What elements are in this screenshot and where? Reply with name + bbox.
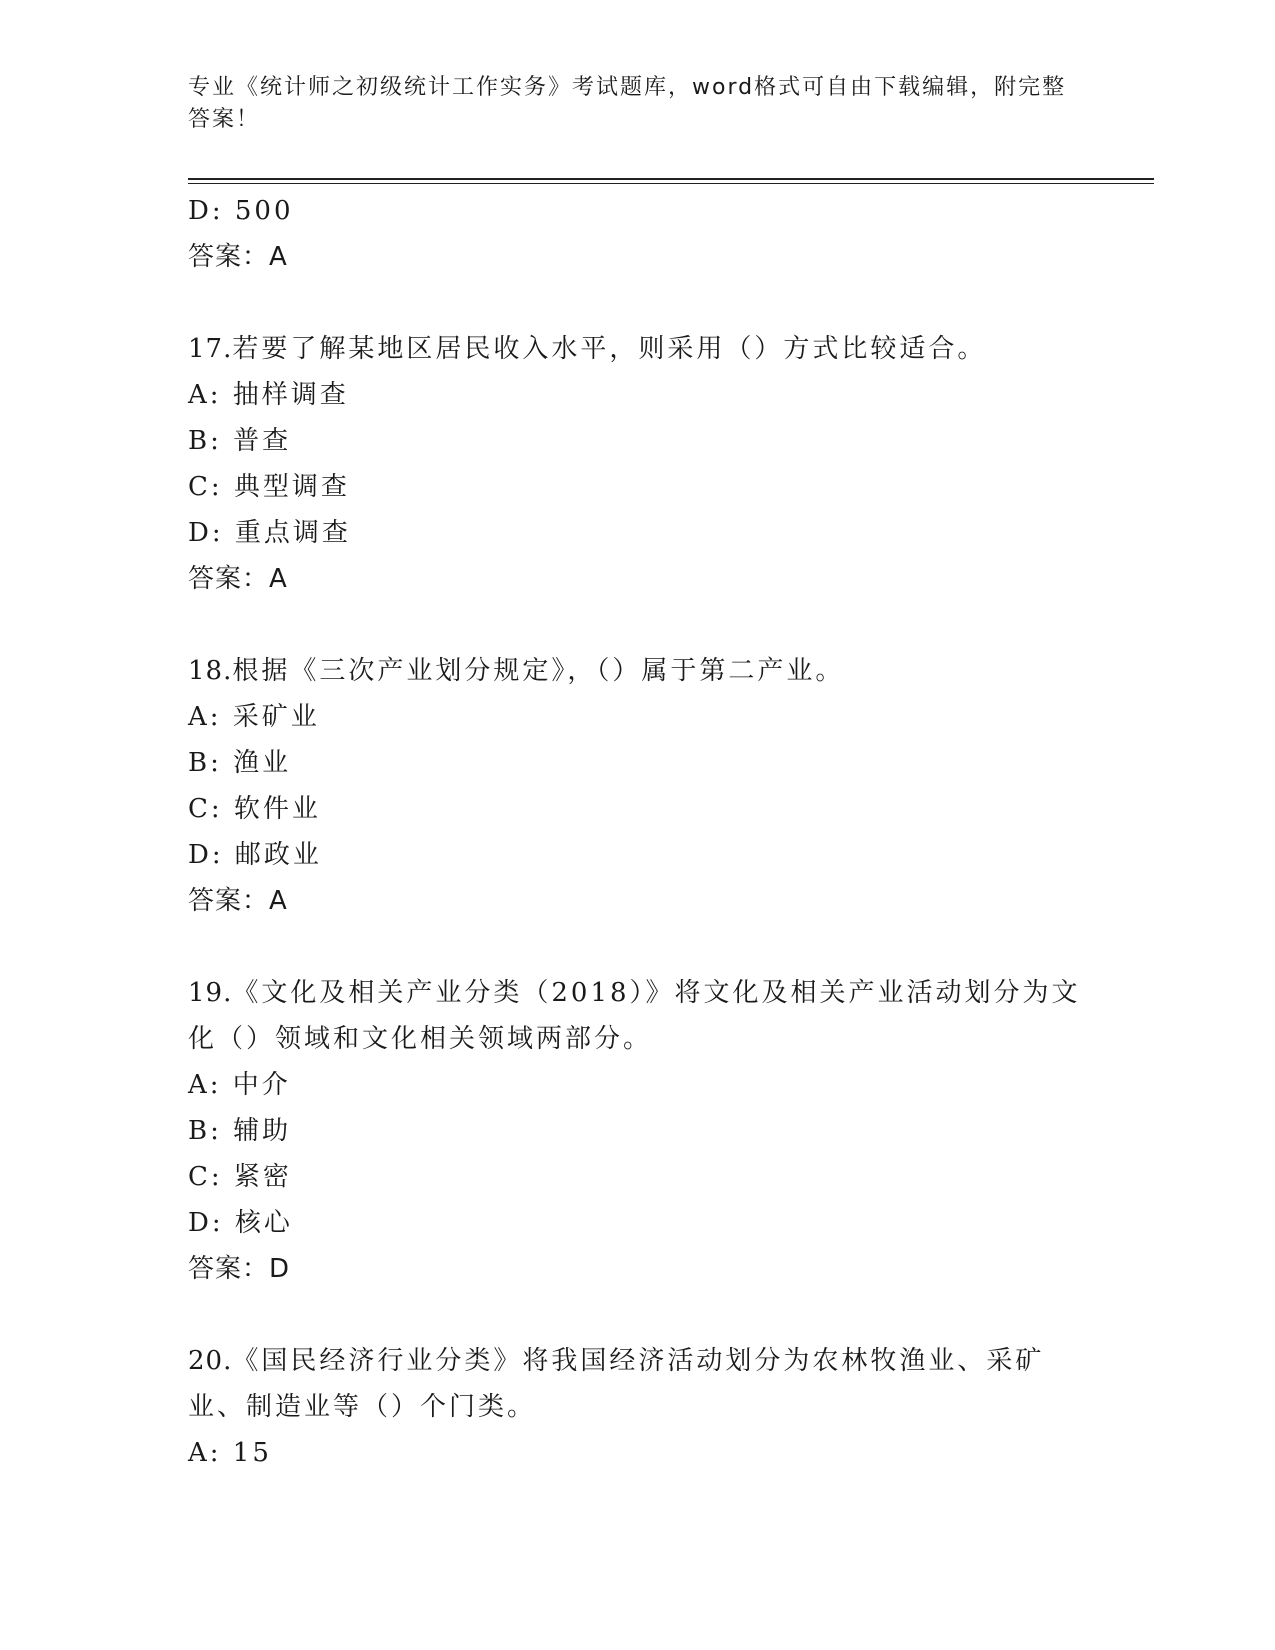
option-b: B: 渔业 — [188, 748, 292, 778]
answer-label: 答案： — [188, 564, 270, 594]
question-19 — [188, 970, 1088, 1292]
answer-line — [188, 234, 1088, 280]
question-17 — [188, 326, 1088, 602]
question-text — [188, 648, 1088, 694]
answer-line — [188, 1246, 1088, 1292]
question-stem: 《国民经济行业分类》将我国经济活动划分为农林牧渔业、采矿业、制造业等（）个门类。 — [188, 1346, 1045, 1422]
answer-value: A — [269, 886, 288, 916]
option-a: A: 中介 — [188, 1070, 291, 1100]
option-d: D: 500 — [188, 196, 294, 226]
question-number: 18. — [188, 656, 233, 686]
option-a: A: 抽样调查 — [188, 380, 349, 410]
option-d: D: 核心 — [188, 1208, 293, 1238]
question-text — [188, 326, 1088, 372]
option-c: C: 紧密 — [188, 1162, 292, 1192]
answer-label: 答案： — [188, 886, 270, 916]
answer-label: 答案： — [188, 242, 270, 272]
answer-line — [188, 556, 1088, 602]
question-stem: 根据《三次产业划分规定》，（）属于第二产业。 — [232, 656, 845, 686]
question-text — [188, 970, 1088, 1062]
option-c: C: 软件业 — [188, 794, 321, 824]
question-number: 17. — [188, 334, 233, 364]
prev-question-tail — [188, 188, 1088, 280]
header-divider-thin — [188, 183, 1154, 184]
option-a: A: 采矿业 — [188, 702, 320, 732]
option-a: A: 15 — [188, 1438, 272, 1468]
question-number: 20. — [188, 1346, 233, 1376]
option-d: D: 邮政业 — [188, 840, 322, 870]
answer-label: 答案： — [188, 1254, 270, 1284]
option-b: B: 普查 — [188, 426, 292, 456]
question-20 — [188, 1338, 1088, 1476]
option-b: B: 辅助 — [188, 1116, 292, 1146]
header-divider-thick — [188, 178, 1154, 180]
page-header: 专业《统计师之初级统计工作实务》考试题库，word格式可自由下载编辑，附完整答案！ — [188, 75, 1067, 132]
question-text — [188, 1338, 1088, 1430]
question-list — [188, 188, 1088, 1476]
option-c: C: 典型调查 — [188, 472, 350, 502]
answer-value: D — [269, 1254, 291, 1284]
option-d: D: 重点调查 — [188, 518, 351, 548]
answer-line — [188, 878, 1088, 924]
question-stem: 若要了解某地区居民收入水平，则采用（）方式比较适合。 — [232, 334, 987, 364]
answer-value: A — [269, 242, 288, 272]
question-stem: 《文化及相关产业分类（2018）》将文化及相关产业活动划分为文化（）领域和文化相关领域两部分。 — [188, 978, 1081, 1054]
question-number: 19. — [188, 978, 233, 1008]
answer-value: A — [269, 564, 288, 594]
question-18 — [188, 648, 1088, 924]
